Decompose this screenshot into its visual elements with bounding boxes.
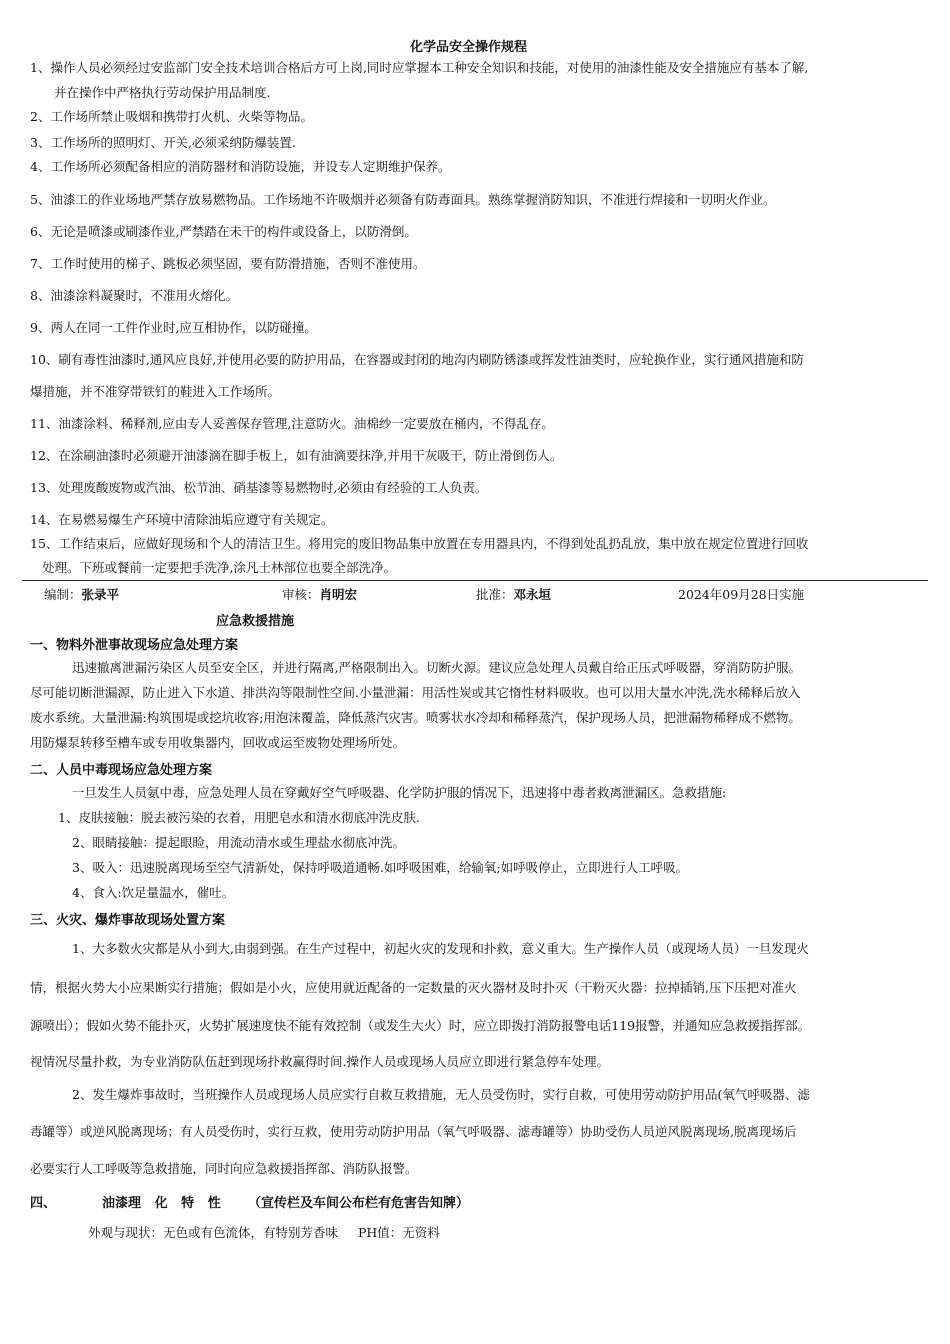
rule-15-line-1: 15、工作结束后，应做好现场和个人的清洁卫生。将用完的废旧物品集中放置在专用器具内，不得到处乱扔乱放，集中放在规定位置进行回收 [30, 536, 809, 551]
section-1-line-3: 废水系统。大量泄漏:构筑围堤或挖坑收容;用泡沫覆盖，降低蒸汽灾害。喷雾状水冷却和稀释蒸汽，保护现场人员，把泄漏物稀释成不燃物。 [30, 710, 801, 725]
rule-15-line-2: 处理。下班或餐前一定要把手洗净,涂凡士林部位也要全部洗净。 [42, 560, 396, 575]
section-2-item-4: 4、食入:饮足量温水，催吐。 [72, 885, 235, 900]
approver-label: 批准： [476, 587, 514, 602]
appearance-line: 外观与现状：无色或有色流体，有特别芳香味 [88, 1225, 339, 1240]
section-1-line-4: 用防爆泵转移至槽车或专用收集器内，回收或运至废物处理场所处。 [30, 735, 406, 750]
section-3-p2-line-1: 2、发生爆炸事故时，当班操作人员或现场人员应实行自救互救措施，无人员受伤时，实行自救，可使用劳动防护用品(氧气呼吸器、滤 [72, 1087, 810, 1102]
section-3-p2-line-3: 必要实行人工呼吸等急救措施，同时向应急救援指挥部、消防队报警。 [30, 1161, 418, 1176]
rule-5: 5、油漆工的作业场地严禁存放易燃物品。工作场地不许吸烟并必须备有防毒面具。熟练掌握消防知识，不准进行焊接和一切明火作业。 [30, 192, 776, 207]
editor-label: 编制： [44, 587, 82, 602]
rule-2: 2、工作场所禁止吸烟和携带打火机、火柴等物品。 [30, 109, 313, 124]
reviewer-label: 审核： [282, 587, 320, 602]
section-1-line-1: 迅速撤离泄漏污染区人员至安全区，并进行隔离,严格限制出入。切断火源。建议应急处理人员戴自给正压式呼吸器，穿消防防护服。 [72, 660, 801, 675]
rule-12: 12、在涂刷油漆时必须避开油漆滴在脚手板上，如有油滴要抹净,并用干灰吸干，防止滑倒伤人。 [30, 448, 563, 463]
rule-10-line-2: 爆措施，并不准穿带铁钉的鞋进入工作场所。 [30, 384, 281, 399]
section-3-p1-line-1: 1、大多数火灾都是从小到大,由弱到强。在生产过程中，初起火灾的发现和扑救，意义重大。生产操作人员（或现场人员）一旦发现火 [72, 941, 809, 956]
section-3-heading: 三、火灾、爆炸事故现场处置方案 [30, 913, 226, 928]
rule-10-line-1: 10、刷有毒性油漆时,通风应良好,并使用必要的防护用品，在容器或封闭的地沟内刷防锈漆或挥发性油类时，应轮换作业，实行通风措施和防 [30, 352, 804, 367]
reviewer-signoff [282, 585, 357, 603]
rule-4: 4、工作场所必须配备相应的消防器材和消防设施，并设专人定期维护保养。 [30, 159, 451, 174]
section-4-note: （宣传栏及车间公布栏有危害告知牌） [248, 1196, 470, 1211]
section-2-heading: 二、人员中毒现场应急处理方案 [30, 763, 213, 778]
rules-title: 化学品安全操作规程 [410, 40, 528, 55]
rule-3: 3、工作场所的照明灯、开关,必须采纳防爆装置. [30, 135, 296, 150]
rule-9: 9、两人在同一工件作业时,应互相协作，以防碰撞。 [30, 320, 317, 335]
approver-name: 邓永垣 [513, 587, 552, 602]
reviewer-name: 肖明宏 [319, 587, 358, 602]
section-2-item-3: 3、吸入：迅速脱离现场至空气清新处，保持呼吸道通畅.如呼吸困难，给输氧;如呼吸停止，立即进行人工呼吸。 [72, 860, 689, 875]
rule-6: 6、无论是喷漆或刷漆作业,严禁踏在未干的构件或设备上，以防滑倒。 [30, 224, 417, 239]
section-3-p1-line-4: 视情况尽量扑救，为专业消防队伍赶到现场扑救赢得时间.操作人员或现场人员应立即进行紧急停车处理。 [30, 1054, 609, 1069]
rule-1-line-1: 1、操作人员必须经过安监部门安全技术培训合格后方可上岗,同时应掌握本工种安全知识和技能，对使用的油漆性能及安全措施应有基本了解, [30, 60, 809, 75]
rule-11: 11、油漆涂料、稀释剂,应由专人妥善保存管理,注意防火。油棉纱一定要放在桶内，不得乱存。 [30, 416, 554, 431]
section-1-heading: 一、物料外泄事故现场应急处理方案 [30, 638, 239, 653]
editor-name: 张录平 [81, 587, 120, 602]
emergency-title: 应急救援措施 [216, 614, 295, 629]
rule-1-line-2: 并在操作中严格执行劳动保护用品制度. [54, 85, 271, 100]
editor-signoff [44, 585, 119, 603]
rule-8: 8、油漆涂料凝聚时，不准用火熔化。 [30, 288, 238, 303]
section-2-intro: 一旦发生人员氨中毒，应急处理人员在穿戴好空气呼吸器、化学防护服的情况下，迅速将中毒者救离泄漏区。急救措施: [72, 785, 727, 800]
ph-value: PH值：无资料 [358, 1225, 440, 1240]
rule-7: 7、工作时使用的梯子、跳板必须坚固，要有防滑措施，否则不准使用。 [30, 256, 426, 271]
rule-14: 14、在易燃易爆生产环境中清除油垢应遵守有关规定。 [30, 512, 334, 527]
section-2-item-1: 1、皮肤接触：脱去被污染的衣着，用肥皂水和清水彻底冲洗皮肤. [58, 810, 420, 825]
section-3-p1-line-3: 源喷出）；假如火势不能扑灭，火势扩展速度快不能有效控制（或发生大火）时，应立即拨打消防报警电话119报警，并通知应急救援指挥部。 [30, 1018, 811, 1033]
section-2-item-2: 2、眼睛接触：提起眼睑，用流动清水或生理盐水彻底冲洗。 [72, 835, 405, 850]
divider-line [22, 580, 928, 581]
section-3-p1-line-2: 情，根据火势大小应果断实行措施；假如是小火，应使用就近配备的一定数量的灭火器材及时扑灭（干粉灭火器：拉掉插销,压下压把对准火 [30, 980, 797, 995]
section-4-number: 四、 [30, 1196, 57, 1211]
approver-signoff [476, 585, 551, 603]
effective-date: 2024年09月28日实施 [678, 587, 805, 602]
section-1-line-2: 尽可能切断泄漏源，防止进入下水道、排洪沟等限制性空间.小量泄漏：用活性炭或其它惰性材料吸收。也可以用大量水冲洗,洗水稀释后放入 [30, 685, 801, 700]
rule-13: 13、处理废酸废物或汽油、松节油、硝基漆等易燃物时,必须由有经验的工人负责。 [30, 480, 488, 495]
section-4-heading: 油漆理 化 特 性 [102, 1196, 221, 1211]
section-3-p2-line-2: 毒罐等）或逆风脱离现场；有人员受伤时，实行互救，使用劳动防护用品（氧气呼吸器、滤毒罐等）协助受伤人员逆风脱离现场,脱离现场后 [30, 1124, 797, 1139]
